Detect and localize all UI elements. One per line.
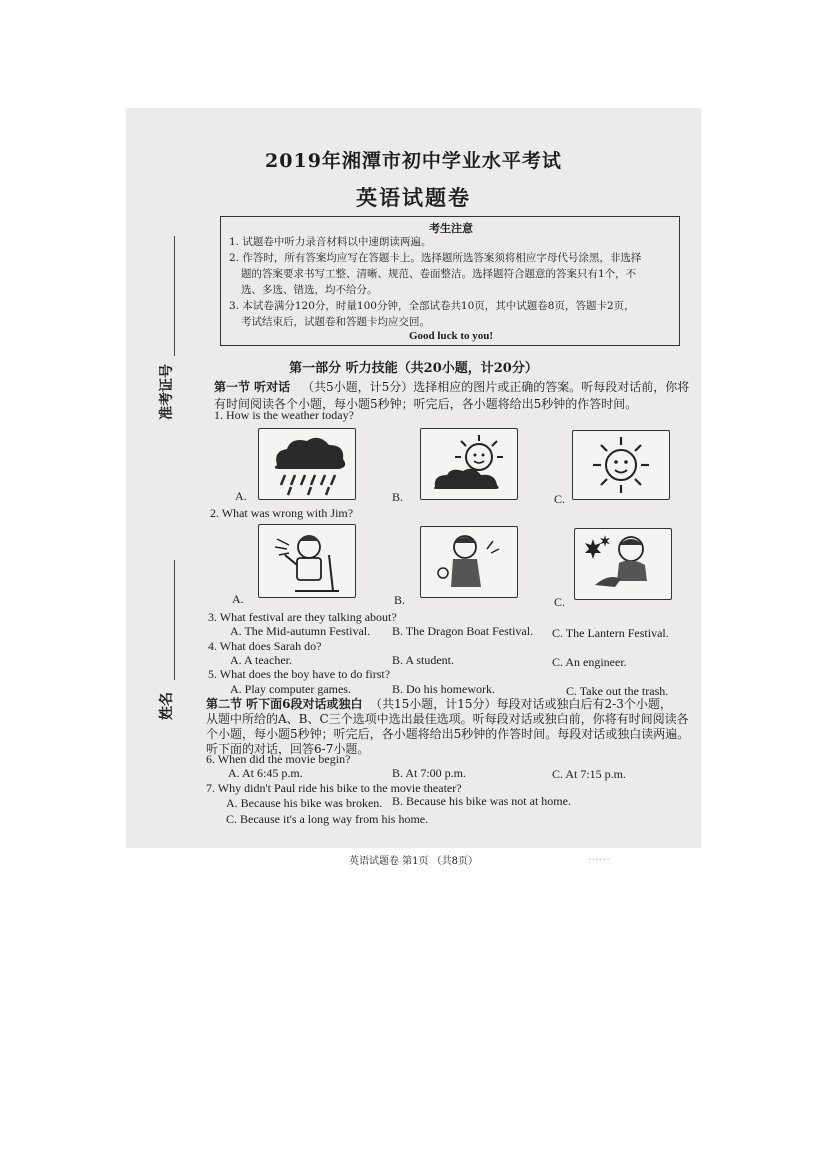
q1-option-c-label: C.: [554, 492, 566, 506]
question-1: 1. How is the weather today?: [214, 408, 354, 422]
exam-page-photo: [126, 108, 701, 848]
q7-option-b: B. Because his bike was not at home.: [392, 794, 571, 808]
exam-title: 2019年湘潭市初中学业水平考试: [265, 150, 562, 172]
injured-boy-icon: [575, 529, 671, 599]
question-6: 6. When did the movie begin?: [206, 752, 351, 766]
q2-option-a-picture: [258, 524, 356, 598]
part-one-heading: 第一部分 听力技能（共20小题，计20分）: [289, 361, 538, 376]
exam-number-label: 准考证号: [159, 364, 175, 420]
exam-number-line: [174, 236, 175, 356]
q5-option-a: A. Play computer games.: [230, 682, 351, 696]
q1-option-a-picture: [258, 428, 356, 500]
section-two-line-2: 从题中所给的A、B、C三个选项中选出最佳选项。听每段对话或独白前，你将有时间阅读各: [206, 712, 689, 726]
q4-option-a: A. A teacher.: [230, 653, 292, 667]
q1-option-c-picture: [572, 430, 670, 500]
q6-option-a: A. At 6:45 p.m.: [228, 766, 303, 780]
q3-option-b: B. The Dragon Boat Festival.: [392, 624, 534, 638]
q3-option-c: C. The Lantern Festival.: [552, 626, 669, 640]
notice-line: 选、多选、错选，均不给分。: [241, 284, 378, 296]
q2-option-b-picture: [420, 526, 518, 598]
q6-option-b: B. At 7:00 p.m.: [392, 766, 467, 780]
notice-line: 3. 本试卷满分120分，时量100分钟，全部试卷共10页，其中试题卷8页，答题卡2页，: [229, 300, 635, 312]
q5-option-b: B. Do his homework.: [392, 682, 495, 696]
notice-line: 1. 试题卷中听力录音材料以中速朗读两遍。: [229, 236, 432, 248]
notice-heading: 考生注意: [429, 222, 473, 235]
q4-option-c: C. An engineer.: [552, 655, 627, 669]
section-one-instructions-cont: 有时间阅读各个小题，每小题5秒钟；听完后，各小题将给出5秒钟的作答时间。: [214, 397, 638, 411]
sun-behind-cloud-icon: [421, 429, 517, 499]
sick-boy-icon: [421, 527, 517, 597]
question-3: 3. What festival are they talking about?: [208, 610, 397, 624]
q2-option-c-picture: [574, 528, 672, 600]
page-footer-text: 英语试题卷 第1页 （共8页）: [348, 856, 479, 867]
sneezing-boy-icon: [259, 525, 355, 597]
q7-option-c: C. Because it's a long way from his home.: [226, 812, 429, 826]
notice-line: 2. 作答时，所有答案均应写在答题卡上。选择题所选答案须将相应字母代号涂黑，非选择: [229, 252, 642, 264]
name-label: 姓名: [159, 692, 175, 720]
q6-option-c: C. At 7:15 p.m.: [552, 767, 627, 781]
name-line: [174, 560, 175, 680]
question-2: 2. What was wrong with Jim?: [210, 506, 354, 520]
q7-option-a: A. Because his bike was broken.: [226, 796, 383, 810]
q1-option-b-picture: [420, 428, 518, 500]
notice-line: 考试结束后，试题卷和答题卡均应交回。: [241, 316, 430, 328]
section-two-title: 第二节 听下面6段对话或独白: [206, 697, 363, 711]
q2-option-b-label: B.: [394, 593, 406, 607]
sun-icon: [573, 431, 669, 499]
good-luck-text: Good luck to you!: [408, 330, 494, 342]
question-5: 5. What does the boy have to do first?: [208, 667, 391, 681]
rain-cloud-icon: [259, 429, 355, 499]
q1-option-a-label: A.: [235, 489, 247, 503]
notice-line: 题的答案要求书写工整、清晰、规范、卷面整洁。选择题符合题意的答案只有1个，不: [241, 268, 637, 280]
q5-option-c: C. Take out the trash.: [566, 684, 669, 698]
exam-subtitle: 英语试题卷: [356, 185, 471, 210]
page-footer: [126, 848, 701, 870]
q2-option-c-label: C.: [554, 595, 566, 609]
watermark: ……: [588, 850, 610, 863]
section-two-line-1: （共15小题，计15分）每段对话或独白后有2-3个小题，: [370, 697, 672, 711]
question-7: 7. Why didn't Paul ride his bike to the movie theater?: [206, 781, 462, 795]
question-4: 4. What does Sarah do?: [208, 639, 322, 653]
q4-option-b: B. A student.: [392, 653, 455, 667]
section-one-instructions: （共5小题，计5分）选择相应的图片或正确的答案。听每段对话前，你将: [302, 380, 690, 394]
q1-option-b-label: B.: [392, 490, 404, 504]
section-two-line-4: 听下面的对话，回答6-7小题。: [206, 742, 370, 756]
q3-option-a: A. The Mid-autumn Festival.: [230, 624, 371, 638]
section-one-title: 第一节 听对话: [214, 380, 291, 394]
section-two-line-3: 个小题，每小题5秒钟；听完后，各小题将给出5秒钟的作答时间。每段对话或独白读两遍。: [206, 727, 690, 741]
notice-box: [220, 216, 680, 346]
q2-option-a-label: A.: [232, 592, 244, 606]
